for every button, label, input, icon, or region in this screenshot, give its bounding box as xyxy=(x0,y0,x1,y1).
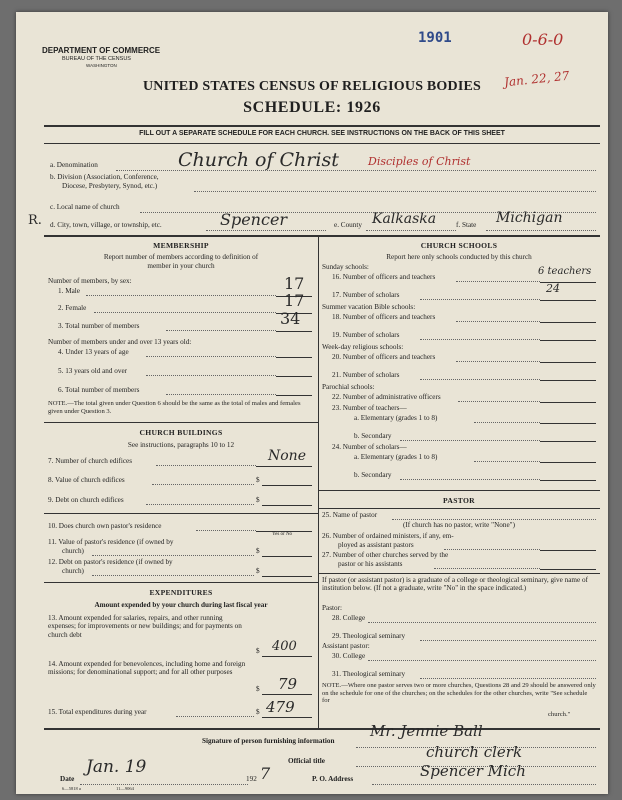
q23a-label: a. Elementary (grades 1 to 8) xyxy=(354,414,438,422)
q8-answer-line xyxy=(262,485,312,486)
bureau-label: BUREAU OF THE CENSUS xyxy=(62,56,131,62)
rule-expenditures xyxy=(44,582,318,583)
q15-answer-line xyxy=(262,717,312,718)
denomination-label: a. Denomination xyxy=(50,161,98,169)
state-label: f. State xyxy=(456,221,477,229)
city-field-value: Spencer xyxy=(220,210,288,229)
division-label-2: Diocese, Presbytery, Synod, etc.) xyxy=(62,182,158,190)
q16-label: 16. Number of officers and teachers xyxy=(332,273,436,281)
q26-answer-line xyxy=(540,550,596,551)
date-line xyxy=(80,784,248,785)
county-value: Kalkaska xyxy=(372,211,437,227)
city-label: WASHINGTON xyxy=(86,63,117,68)
q11-label-2: church) xyxy=(62,547,84,555)
q3-answer-line xyxy=(276,331,312,332)
q13-value: 400 xyxy=(272,639,297,654)
q9-dollar: $ xyxy=(256,496,260,504)
pastor-sub-label: Pastor: xyxy=(322,604,342,612)
q12-label-2: church) xyxy=(62,567,84,575)
q24b-dots xyxy=(400,479,540,480)
sunday-schools-label: Sunday schools: xyxy=(322,263,369,271)
q15-dollar: $ xyxy=(256,708,260,716)
q21-label: 21. Number of scholars xyxy=(332,371,400,379)
q26-dots xyxy=(444,549,540,550)
q18-dots xyxy=(456,321,540,322)
q27-answer-line xyxy=(540,569,596,570)
state-value: Michigan xyxy=(496,210,563,226)
q24a-dots xyxy=(474,461,540,462)
q12-answer-line xyxy=(262,576,312,577)
q24b-label: b. Secondary xyxy=(354,471,392,479)
q2-female-value: 17 xyxy=(284,291,305,310)
q6-label: 6. Total number of members xyxy=(58,386,140,394)
q23-label: 23. Number of teachers— xyxy=(332,404,407,412)
denomination-red-value: Disciples of Christ xyxy=(368,155,471,168)
rule-bottom xyxy=(44,728,600,730)
q13-label: 13. Amount expended for salaries, repairs, and other running expenses; for improvements or new buildings; and for payments on church debt xyxy=(48,614,242,639)
q11-answer-line xyxy=(262,556,312,557)
buildings-intro: See instructions, paragraphs 10 to 12 xyxy=(127,441,235,449)
rule-q10 xyxy=(44,513,318,514)
signature-label: Signature of person furnishing information xyxy=(202,737,335,745)
q4-dots xyxy=(146,356,276,357)
q22-dots xyxy=(458,401,540,402)
q12-label-1: 12. Debt on pastor's residence (if owned by xyxy=(48,558,173,566)
po-address-value: Spencer Mich xyxy=(420,762,526,780)
q27-dots xyxy=(434,568,540,569)
rule-buildings xyxy=(44,422,318,423)
rule-pastor xyxy=(318,490,600,491)
q1-male-value: 17 xyxy=(284,274,305,293)
q30-dots xyxy=(368,660,596,661)
q30-label: 30. College xyxy=(332,652,366,660)
q26-label-1: 26. Number of ordained ministers, if any, em- xyxy=(322,532,454,540)
expenditures-heading: EXPENDITURES xyxy=(149,588,213,597)
q24-label: 24. Number of scholars— xyxy=(332,443,407,451)
membership-note: NOTE.—The total given under Question 6 should be the same as the total of males and females given under Question 3. xyxy=(48,400,301,415)
q25-sub: (If church has no pastor, write "None") xyxy=(403,521,515,529)
instruction-line: FILL OUT A SEPARATE SCHEDULE FOR EACH CHURCH. SEE INSTRUCTIONS ON THE BACK OF THIS SHEET xyxy=(139,130,505,137)
q26-label-2: ployed as assistant pastors xyxy=(338,541,414,549)
members-by-sex-label: Number of members, by sex: xyxy=(48,277,132,285)
q23b-dots xyxy=(400,440,540,441)
po-address-label: P. O. Address xyxy=(312,775,354,783)
census-schedule-paper xyxy=(16,12,608,794)
q5-answer-line xyxy=(276,376,312,377)
q7-answer-line xyxy=(256,466,312,467)
q13-answer-line xyxy=(262,656,312,657)
county-line xyxy=(366,230,456,231)
q9-answer-line xyxy=(262,505,312,506)
q29-dots xyxy=(420,640,596,641)
rule-grid-top xyxy=(44,235,600,237)
q12-dots xyxy=(92,575,254,576)
q11-dollar: $ xyxy=(256,547,260,555)
q1-male-label: 1. Male xyxy=(58,287,80,295)
summer-schools-label: Summer vacation Bible schools: xyxy=(322,303,416,311)
q3-total-label: 3. Total number of members xyxy=(58,322,140,330)
q4-label: 4. Under 13 years of age xyxy=(58,348,129,356)
code-handwritten: 0-6-0 xyxy=(522,30,564,49)
form-number-2: 11—9064 xyxy=(116,786,134,791)
denomination-value: Church of Christ xyxy=(178,149,339,171)
pastor-heading: PASTOR xyxy=(443,496,475,505)
q22-label: 22. Number of administrative officers xyxy=(332,393,441,401)
q3-dots xyxy=(166,330,276,331)
year-prefix: 192 xyxy=(246,775,257,783)
schedule-title: SCHEDULE: 1926 xyxy=(243,99,381,116)
q23b-label: b. Secondary xyxy=(354,432,392,440)
rule-pastor-sub xyxy=(318,508,600,509)
q24a-answer-line xyxy=(540,462,596,463)
q8-dots xyxy=(152,484,254,485)
division-label-1: b. Division (Association, Conference, xyxy=(50,173,159,181)
q19-dots xyxy=(420,339,540,340)
q10-label: 10. Does church own pastor's residence xyxy=(48,522,162,530)
state-line xyxy=(486,230,596,231)
pastor-note: NOTE.—Where one pastor serves two or more churches, Questions 28 and 29 should be answered only on the schedule for one of the churches; on the schedules for the other churches, write "See schedule for xyxy=(322,682,596,705)
q20-label: 20. Number of officers and teachers xyxy=(332,353,436,361)
membership-heading: MEMBERSHIP xyxy=(153,241,209,250)
po-address-line xyxy=(372,784,596,785)
q21-answer-line xyxy=(540,380,596,381)
signature-value: Mr. Jennie Ball xyxy=(370,722,483,740)
q12-dollar: $ xyxy=(256,567,260,575)
q7-dots xyxy=(156,465,256,466)
q10-dots xyxy=(196,530,256,531)
date-value: Jan. 19 xyxy=(86,757,147,777)
q29-label: 29. Theological seminary xyxy=(332,632,406,640)
rule-sub xyxy=(44,143,600,144)
county-label: e. County xyxy=(334,221,362,229)
city-field-line xyxy=(206,230,326,231)
q7-value: None xyxy=(268,448,306,464)
q18-label: 18. Number of officers and teachers xyxy=(332,313,436,321)
yes-no-label: Yes or No xyxy=(272,532,293,537)
membership-intro-2: member in your church xyxy=(147,262,215,270)
weekday-schools-label: Week-day religious schools: xyxy=(322,343,404,351)
rule-top xyxy=(44,125,600,127)
schools-heading: CHURCH SCHOOLS xyxy=(420,241,498,250)
pastor-note-end: church." xyxy=(548,711,571,718)
q8-label: 8. Value of church edifices xyxy=(48,476,125,484)
q20-dots xyxy=(456,361,540,362)
q13-dollar: $ xyxy=(256,647,260,655)
q31-dots xyxy=(420,678,596,679)
q28-label: 28. College xyxy=(332,614,366,622)
q25-dots xyxy=(392,519,596,520)
q6-answer-line xyxy=(276,395,312,396)
official-title-value: church clerk xyxy=(426,743,523,761)
q17-value: 24 xyxy=(546,282,560,295)
q11-dots xyxy=(92,555,254,556)
q14-value: 79 xyxy=(278,675,298,693)
department-label: DEPARTMENT OF COMMERCE xyxy=(42,46,161,55)
date-handwritten: Jan. 22, 27 xyxy=(503,68,571,90)
q5-label: 5. 13 years old and over xyxy=(58,367,128,375)
q9-dots xyxy=(146,504,254,505)
q8-dollar: $ xyxy=(256,476,260,484)
rule-grad xyxy=(318,573,600,574)
q21-dots xyxy=(420,379,540,380)
q23a-answer-line xyxy=(540,423,596,424)
q7-label: 7. Number of church edifices xyxy=(48,457,133,465)
q9-label: 9. Debt on church edifices xyxy=(48,496,124,504)
q1-dots xyxy=(86,295,276,296)
q15-value: 479 xyxy=(266,698,295,716)
q16-dots xyxy=(456,281,540,282)
division-line xyxy=(194,191,596,192)
age-intro-label: Number of members under and over 13 years old: xyxy=(48,338,192,346)
q20-answer-line xyxy=(540,362,596,363)
q17-label: 17. Number of scholars xyxy=(332,291,400,299)
q6-dots xyxy=(166,394,276,395)
q11-label-1: 11. Value of pastor's residence (if owned by xyxy=(48,538,174,546)
stamp-number: 1901 xyxy=(418,30,452,46)
q4-answer-line xyxy=(276,357,312,358)
q19-label: 19. Number of scholars xyxy=(332,331,400,339)
date-label: Date xyxy=(60,775,75,783)
form-number: 6—5818 a xyxy=(62,786,81,791)
column-divider xyxy=(318,235,319,728)
q14-dollar: $ xyxy=(256,685,260,693)
q28-dots xyxy=(368,622,596,623)
q16-value: 6 teachers xyxy=(538,266,592,277)
form-title: UNITED STATES CENSUS OF RELIGIOUS BODIES xyxy=(142,79,481,94)
q15-label: 15. Total expenditures during year xyxy=(48,708,147,716)
q17-answer-line xyxy=(540,300,596,301)
q22-answer-line xyxy=(540,402,596,403)
q15-dots xyxy=(176,716,254,717)
q2-female-label: 2. Female xyxy=(58,304,87,312)
assistant-pastor-label: Assistant pastor: xyxy=(322,642,370,650)
q18-answer-line xyxy=(540,322,596,323)
q23b-answer-line xyxy=(540,441,596,442)
membership-intro-1: Report number of members according to definition of xyxy=(103,253,259,261)
q27-label-2: pastor or his assistants xyxy=(338,560,403,568)
q24b-answer-line xyxy=(540,480,596,481)
r-mark: R. xyxy=(28,213,42,228)
year-value: 7 xyxy=(260,764,271,783)
local-name-label: c. Local name of church xyxy=(50,203,120,211)
graduate-note: If pastor (or assistant pastor) is a graduate of a college or theological seminary, give name of institution below. (If not a graduate, write "No" in the space indicated.) xyxy=(322,576,588,593)
q31-label: 31. Theological seminary xyxy=(332,670,406,678)
q25-label: 25. Name of pastor xyxy=(322,511,378,519)
q14-label: 14. Amount expended for benevolences, including home and foreign missions; for denominational support; and for all other purposes xyxy=(48,660,246,677)
q2-dots xyxy=(94,312,276,313)
q17-dots xyxy=(420,299,540,300)
q23a-dots xyxy=(474,422,540,423)
expenditures-intro: Amount expended by your church during last fiscal year xyxy=(94,601,268,609)
schools-intro: Report here only schools conducted by this church xyxy=(386,253,532,261)
q24a-label: a. Elementary (grades 1 to 8) xyxy=(354,453,438,461)
q27-label-1: 27. Number of other churches served by the xyxy=(322,551,449,559)
q14-answer-line xyxy=(262,694,312,695)
parochial-schools-label: Parochial schools: xyxy=(322,383,375,391)
q3-total-value: 34 xyxy=(280,309,301,328)
q19-answer-line xyxy=(540,340,596,341)
city-field-label: d. City, town, village, or township, etc. xyxy=(50,221,162,229)
q5-dots xyxy=(146,375,276,376)
buildings-heading: CHURCH BUILDINGS xyxy=(139,428,223,437)
official-title-label: Official title xyxy=(288,757,325,765)
